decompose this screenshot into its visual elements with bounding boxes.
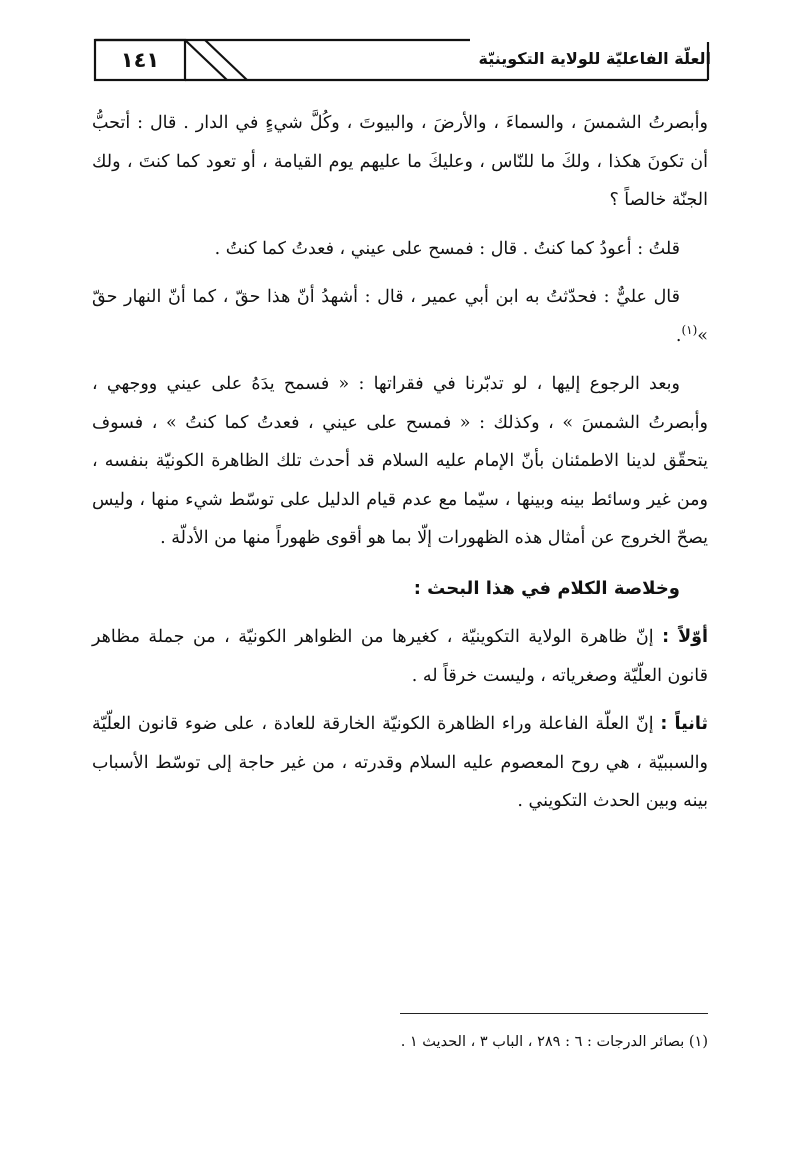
footnote: (١) بصائر الدرجات : ٦ : ٢٨٩ ، الباب ٣ ، الحديث ١ .: [400, 1034, 708, 1050]
paragraph-4: وبعد الرجوع إليها ، لو تدبّرنا في فقراتها : « فسمح يدَهُ على عيني ووجهي ، وأبصرتُ الشمسَ » ، وكذلك : « فمسح على عيني ، فعدتُ كما كنتُ » ، فسوف يتحقّق لدينا الاطمئنان بأنّ الإمام عليه السلام قد أحدث تلك الظاهرة الكونيّة بنفسه ، ومن غير وسائط بينه وبينها ، سيّما مع عدم قيام الدليل على توسّط شيء منها ، وليس يصحّ الخروج عن أمثال هذه الظهورات إلّا بما هو أقوى ظهوراً منها من الأدلّة .: [92, 374, 708, 548]
point-1: [92, 618, 708, 695]
section-heading: وخلاصة الكلام في هذا البحث :: [413, 577, 680, 599]
page-header: [0, 0, 803, 90]
paragraph-3: [92, 278, 708, 355]
running-title: العلّة الفاعليّة للولاية التكوينيّة: [478, 49, 711, 68]
paragraph-1: وأبصرتُ الشمسَ ، والسماءَ ، والأرضَ ، والبيوتَ ، وكُلَّ شيءٍ في الدار . قال : أتحبُّ أن تكونَ هكذا ، ولكَ ما للنّاس ، وعليكَ ما عليهم يوم القيامة ، أو تعود كما كنتَ ، ولك الجنّة خالصاً ؟: [92, 113, 708, 210]
point-1-lead: أوّلاً :: [662, 627, 708, 647]
footnote-reference-mark: (١): [681, 322, 698, 337]
paragraph-3-end: .: [675, 325, 682, 346]
page-number: ١٤١: [120, 48, 160, 72]
point-2-lead: ثانياً :: [660, 714, 708, 734]
paragraph-2: قلتُ : أعودُ كما كنتُ . قال : فمسح على عيني ، فعدتُ كما كنتُ .: [214, 238, 680, 259]
point-2: [92, 705, 708, 821]
point-1-text: إنّ ظاهرة الولاية التكوينيّة ، كغيرها من الظواهر الكونيّة ، من جملة مظاهر قانون العلّيّة وصغرياته ، وليست خرقاً له .: [92, 627, 708, 686]
main-text: [92, 104, 708, 831]
footnote-separator: [400, 1013, 708, 1014]
paragraph-3-text: قال عليٌّ : فحدّثتُ به ابن أبي عمير ، قال : أشهدُ أنّ هذا حقّ ، كما أنّ النهار حقّ »: [92, 287, 708, 346]
point-2-text: إنّ العلّة الفاعلة وراء الظاهرة الكونيّة الخارقة للعادة ، على ضوء قانون العلّيّة والسببيّة ، هي روح المعصوم عليه السلام وقدرته ، من غير حاجة إلى توسّط الأسباب بينه وبين الحدث التكويني .: [92, 714, 708, 811]
